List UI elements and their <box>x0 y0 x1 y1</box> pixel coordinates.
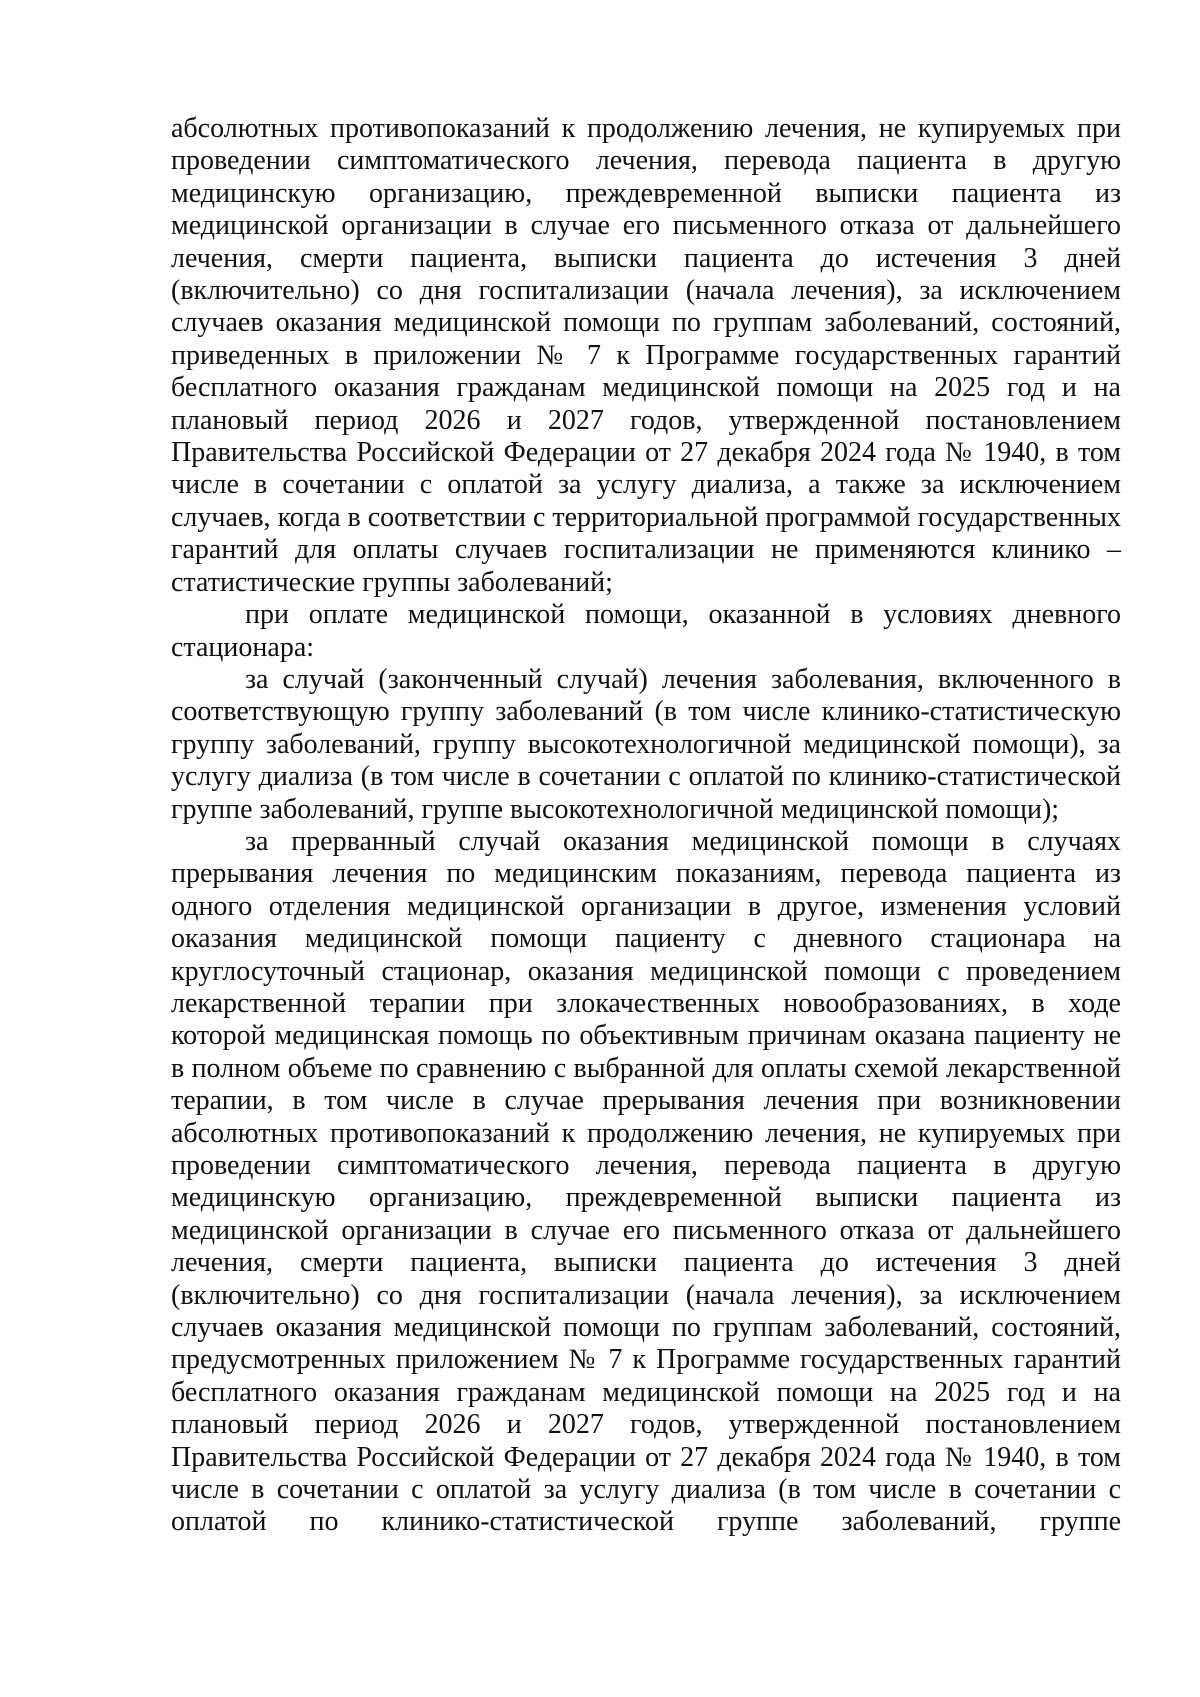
paragraph-continuation: абсолютных противопоказаний к продолжению лечения, не купируемых при проведении симптоматического лечения, перевода пациента в другую медицинскую организацию, преждевременной выписки пациента из медицинской организации в случае его письменного отказа от дальнейшего лечения, смерти пациента, выписки пациента до истечения 3 дней (включительно) со дня госпитализации (начала лечения), за исключением случаев оказания медицинской помощи по группам заболеваний, состояний, приведенных в приложении № 7 к Программе государственных гарантий бесплатного оказания гражданам медицинской помощи на 2025 год и на плановый период 2026 и 2027 годов, утвержденной постановлением Правительства Российской Федерации от 27 декабря 2024 года № 1940, в том числе в сочетании с оплатой за услугу диализа, а также за исключением случаев, когда в соответствии с территориальной программой государственных гарантий для оплаты случаев госпитализации не применяются клинико – статистические группы заболеваний; <box>171 113 1121 598</box>
paragraph-day-hospital-intro: при оплате медицинской помощи, оказанной в условиях дневного стационара: <box>171 599 1121 663</box>
paragraph-interrupted-case: за прерванный случай оказания медицинской помощи в случаях прерывания лечения по медицинским показаниям, перевода пациента из одного отделения медицинской организации в другое, изменения условий оказания медицинской помощи пациенту с дневного стационара на круглосуточный стационар, оказания медицинской помощи с проведением лекарственной терапии при злокачественных новообразованиях, в ходе которой медицинская помощь по объективным причинам оказана пациенту не в полном объеме по сравнению с выбранной для оплаты схемой лекарственной терапии, в том числе в случае прерывания лечения при возникновении абсолютных противопоказаний к продолжению лечения, не купируемых при проведении симптоматического лечения, перевода пациента в другую медицинскую организацию, преждевременной выписки пациента из медицинской организации в случае его письменного отказа от дальнейшего лечения, смерти пациента, выписки пациента до истечения 3 дней (включительно) со дня госпитализации (начала лечения), за исключением случаев оказания медицинской помощи по группам заболеваний, состояний, предусмотренных приложением № 7 к Программе государственных гарантий бесплатного оказания гражданам медицинской помощи на 2025 год и на плановый период 2026 и 2027 годов, утвержденной постановлением Правительства Российской Федерации от 27 декабря 2024 года № 1940, в том числе в сочетании с оплатой за услугу диализа (в том числе в сочетании с оплатой по клинико-статистической группе заболеваний, группе <box>171 825 1121 1538</box>
paragraph-completed-case: за случай (законченный случай) лечения заболевания, включенного в соответствующую группу заболеваний (в том числе клинико-статистическую группу заболеваний, группу высокотехнологичной медицинской помощи), за услугу диализа (в том числе в сочетании с оплатой по клинико-статистической группе заболеваний, группе высокотехнологичной медицинской помощи); <box>171 663 1121 825</box>
document-body <box>171 113 1121 1539</box>
